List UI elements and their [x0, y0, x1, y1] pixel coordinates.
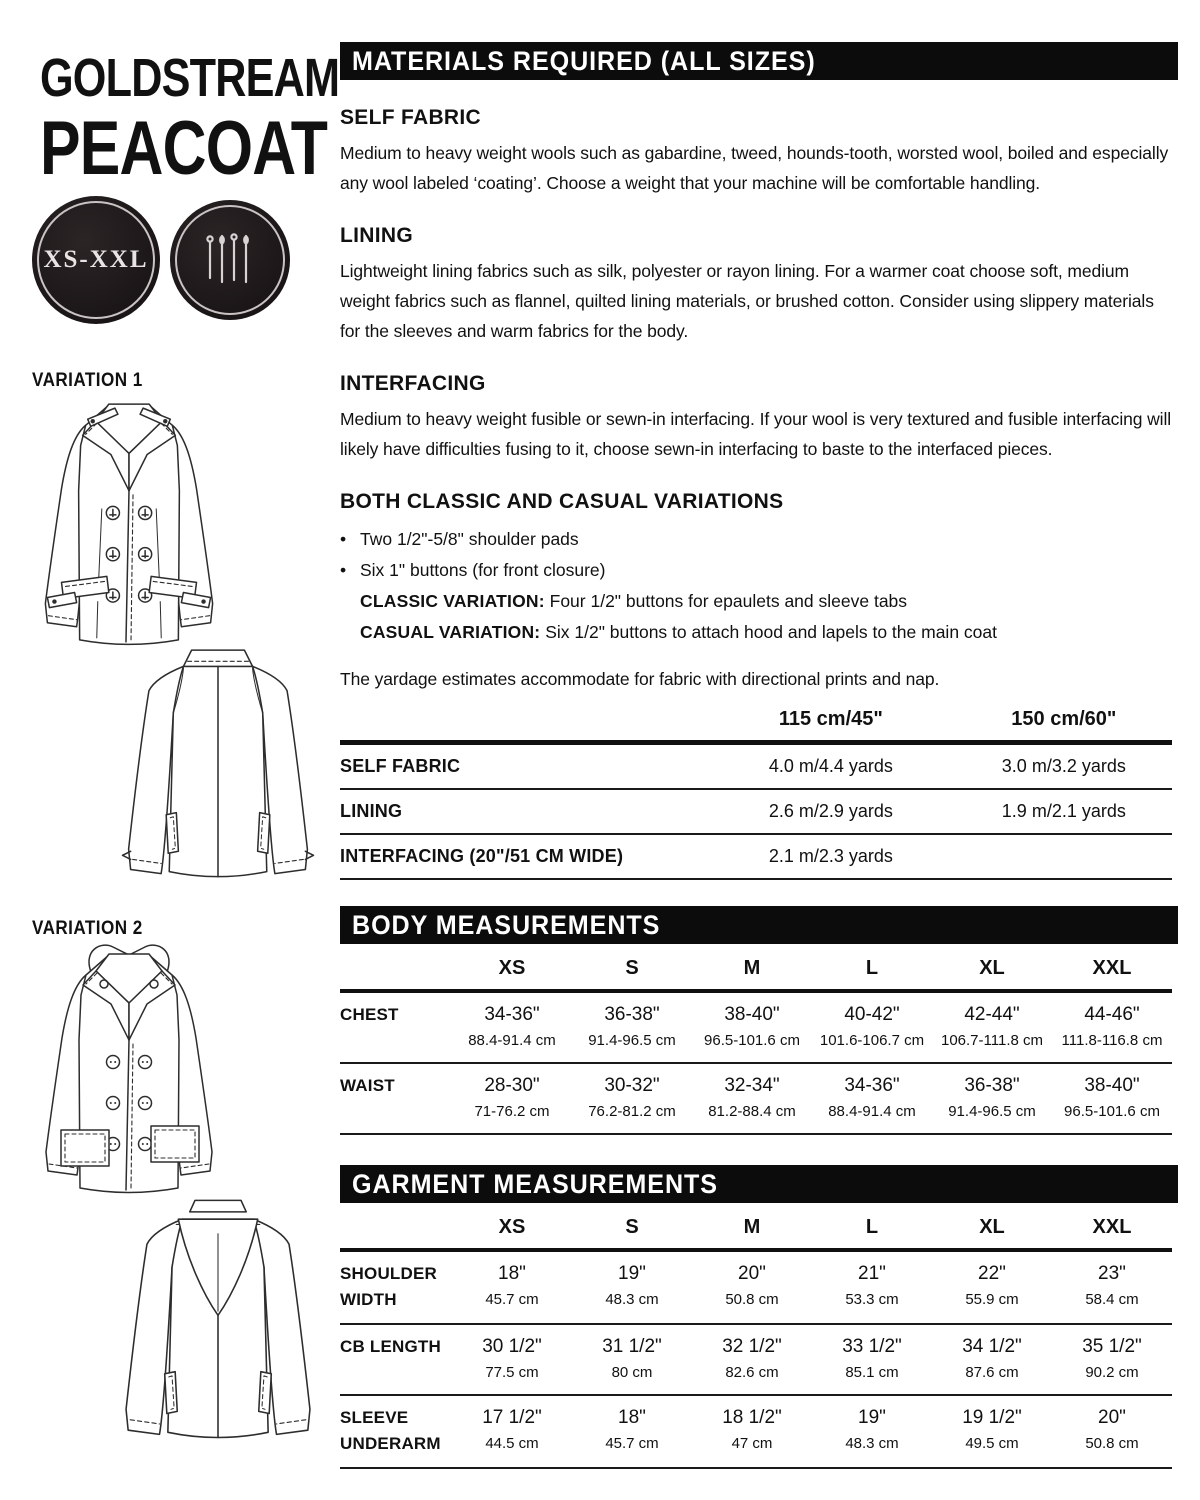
inch-value: 38-40" [1084, 1075, 1140, 1096]
inch-value: 18" [498, 1263, 526, 1284]
row-value: 4.0 m/4.4 yards [768, 756, 893, 776]
cm-value: 50.8 cm [725, 1291, 779, 1308]
inch-value: 20" [1098, 1407, 1126, 1428]
row-value: 1.9 m/2.1 yards [1001, 801, 1126, 821]
measure-cell [692, 1261, 812, 1313]
inch-value: 34 1/2" [962, 1336, 1022, 1357]
measure-cell [812, 1261, 932, 1313]
row-label: WAIST [340, 1076, 395, 1095]
list-item-text: Two 1/2"-5/8" shoulder pads [360, 529, 579, 549]
variation1-label: VARIATION 1 [32, 370, 143, 391]
inch-value: 30 1/2" [482, 1336, 542, 1357]
cm-value: 53.3 cm [845, 1291, 899, 1308]
cm-value: 50.8 cm [1085, 1435, 1139, 1452]
measure-cell [1052, 1073, 1172, 1123]
size-col: XXL [1092, 957, 1132, 979]
size-header-row [340, 1203, 1172, 1252]
table-row [340, 745, 1172, 790]
inch-value: 22" [978, 1263, 1006, 1284]
inch-value: 35 1/2" [1082, 1336, 1142, 1357]
inch-value: 19 1/2" [962, 1407, 1022, 1428]
inch-value: 30-32" [604, 1075, 660, 1096]
variation2-label: VARIATION 2 [32, 918, 143, 939]
content-column [340, 0, 1178, 1469]
body-measurements-table [340, 944, 1172, 1135]
page-title-line2: PEACOAT [40, 106, 328, 192]
cm-value: 45.7 cm [605, 1435, 659, 1452]
interfacing-heading: INTERFACING [340, 372, 486, 395]
measure-cell [1052, 1261, 1172, 1313]
cm-value: 71-76.2 cm [474, 1103, 550, 1120]
inch-value: 44-46" [1084, 1004, 1140, 1025]
measure-cell [692, 1334, 812, 1384]
cm-value: 106.7-111.8 cm [940, 1032, 1043, 1049]
size-col: L [865, 957, 879, 979]
measure-cell [692, 1405, 812, 1457]
cm-value: 96.5-101.6 cm [1064, 1103, 1160, 1120]
yardage-col-115cm: 115 cm/45" [778, 708, 883, 730]
size-col-spacer [340, 1216, 452, 1239]
cm-value: 76.2-81.2 cm [588, 1103, 676, 1120]
size-range-badge [32, 196, 160, 324]
variation1-front-illustration [28, 390, 230, 660]
cm-value: 91.4-96.5 cm [948, 1103, 1036, 1120]
casual-variation-label: CASUAL VARIATION: [360, 622, 541, 642]
cm-value: 48.3 cm [845, 1435, 899, 1452]
row-label [340, 1334, 452, 1384]
cm-value: 88.4-91.4 cm [468, 1032, 556, 1049]
cm-value: 58.4 cm [1085, 1291, 1139, 1308]
body-measurements-title: BODY MEASUREMENTS [352, 909, 661, 940]
inch-value: 34-36" [844, 1075, 900, 1096]
size-col: XS [498, 957, 526, 979]
cm-value: 48.3 cm [605, 1291, 659, 1308]
row-label: CHEST [340, 1005, 399, 1024]
inch-value: 33 1/2" [842, 1336, 902, 1357]
garment-measurements-header-bar [340, 1165, 1178, 1203]
measure-cell [692, 1073, 812, 1123]
variation2-back-illustration [100, 1192, 336, 1472]
list-item [340, 524, 1178, 555]
cm-value: 101.6-106.7 cm [819, 1032, 925, 1049]
cm-value: 81.2-88.4 cm [708, 1103, 796, 1120]
materials-required-title: MATERIALS REQUIRED (ALL SIZES) [352, 45, 816, 76]
list-item-text: Six 1" buttons (for front closure) [360, 560, 606, 580]
inch-value: 32-34" [724, 1075, 780, 1096]
self-fabric-heading: SELF FABRIC [340, 106, 481, 129]
cm-value: 90.2 cm [1085, 1364, 1139, 1381]
interfacing-text: Medium to heavy weight fusible or sewn-in interfacing. If your wool is very textured and fusible interfacing will likely have difficulties fusing to it, choose sewn-in interfacing to baste to the interfaced pieces. [340, 409, 1172, 459]
measure-cell [812, 1002, 932, 1052]
table-row [340, 790, 1172, 835]
variation2-front-illustration [28, 938, 230, 1210]
inch-value: 17 1/2" [482, 1407, 542, 1428]
row-label: INTERFACING (20"/51 CM WIDE) [340, 846, 624, 866]
cm-value: 87.6 cm [965, 1364, 1019, 1381]
size-col: S [625, 957, 639, 979]
measure-cell [572, 1073, 692, 1123]
row-label: SELF FABRIC [340, 756, 461, 776]
row-label [340, 1261, 452, 1313]
row-label-line2: WIDTH [340, 1290, 397, 1309]
notions-list [340, 524, 1178, 648]
bullet-icon: • [340, 529, 347, 549]
cm-value: 49.5 cm [965, 1435, 1019, 1452]
measure-cell [452, 1261, 572, 1313]
inch-value: 42-44" [964, 1004, 1020, 1025]
cm-value: 77.5 cm [485, 1364, 539, 1381]
inch-value: 28-30" [484, 1075, 540, 1096]
casual-variation-note [340, 617, 1178, 648]
measure-cell [452, 1073, 572, 1123]
size-col-spacer [340, 957, 452, 980]
inch-value: 19" [858, 1407, 886, 1428]
inch-value: 21" [858, 1263, 886, 1284]
measure-cell [692, 1002, 812, 1052]
measure-cell [812, 1405, 932, 1457]
measure-cell [572, 1405, 692, 1457]
measure-cell [812, 1073, 932, 1123]
table-row [340, 835, 1172, 880]
row-value: 2.6 m/2.9 yards [768, 801, 893, 821]
measure-cell [572, 1334, 692, 1384]
size-header-row [340, 944, 1172, 993]
row-label-line1: SHOULDER [340, 1264, 437, 1283]
inch-value: 19" [618, 1263, 646, 1284]
lining-text: Lightweight lining fabrics such as silk, polyester or rayon lining. For a warmer coat choose soft, medium weight fabrics such as flannel, quilted lining materials, or brushed cotton. Consider using slippery materials for the sleeves and warm fabrics for the body. [340, 261, 1154, 341]
yardage-table-header [340, 708, 1172, 745]
yardage-table [340, 708, 1172, 880]
table-row-sleeve-underarm [340, 1396, 1172, 1469]
inch-value: 18 1/2" [722, 1407, 782, 1428]
cm-value: 82.6 cm [725, 1364, 779, 1381]
inch-value: 18" [618, 1407, 646, 1428]
size-col: S [625, 1216, 639, 1238]
size-col: L [865, 1216, 879, 1238]
cm-value: 85.1 cm [845, 1364, 899, 1381]
inch-value: 36-38" [964, 1075, 1020, 1096]
row-value: 2.1 m/2.3 yards [768, 846, 893, 866]
measure-cell [932, 1334, 1052, 1384]
page-title-line1: GOLDSTREAM [40, 48, 340, 109]
inch-value: 31 1/2" [602, 1336, 662, 1357]
cm-value: 111.8-116.8 cm [1061, 1032, 1163, 1049]
measure-cell [932, 1261, 1052, 1313]
classic-variation-note [340, 586, 1178, 617]
cm-value: 45.7 cm [485, 1291, 539, 1308]
classic-variation-text: Four 1/2" buttons for epaulets and sleeve tabs [544, 591, 908, 611]
measure-cell [572, 1002, 692, 1052]
cm-value: 47 cm [731, 1435, 773, 1452]
garment-measurements-table [340, 1203, 1172, 1469]
inch-value: 38-40" [724, 1004, 780, 1025]
measure-cell [1052, 1002, 1172, 1052]
variation1-back-illustration [102, 642, 334, 898]
body-measurements-header-bar [340, 906, 1178, 944]
size-range-label: XS-XXL [43, 246, 149, 273]
bullet-icon: • [340, 560, 347, 580]
measure-cell [932, 1073, 1052, 1123]
measure-cell [812, 1334, 932, 1384]
yardage-col-150cm: 150 cm/60" [1011, 708, 1117, 730]
cm-value: 88.4-91.4 cm [828, 1103, 916, 1120]
table-row-cb-length [340, 1325, 1172, 1396]
cm-value: 91.4-96.5 cm [588, 1032, 676, 1049]
inch-value: 34-36" [484, 1004, 540, 1025]
size-col: XL [979, 957, 1005, 979]
row-label-line1: CB LENGTH [340, 1337, 441, 1356]
list-item [340, 555, 1178, 586]
measure-cell [1052, 1334, 1172, 1384]
casual-variation-text: Six 1/2" buttons to attach hood and lapels to the main coat [540, 622, 997, 642]
garment-measurements-title: GARMENT MEASUREMENTS [352, 1168, 718, 1199]
inch-value: 23" [1098, 1263, 1126, 1284]
lining-heading: LINING [340, 224, 413, 247]
self-fabric-text: Medium to heavy weight wools such as gabardine, tweed, hounds-tooth, worsted wool, boiled and especially any wool labeled ‘coating’. Choose a weight that your machine will be comfortable handling. [340, 143, 1169, 193]
inch-value: 32 1/2" [722, 1336, 782, 1357]
badges [32, 196, 290, 324]
cm-value: 44.5 cm [485, 1435, 539, 1452]
row-label: LINING [340, 801, 403, 821]
size-col: XXL [1092, 1216, 1132, 1238]
row-label-line2: UNDERARM [340, 1434, 441, 1453]
cm-value: 80 cm [611, 1364, 653, 1381]
yardage-note: The yardage estimates accommodate for fabric with directional prints and nap. [340, 669, 940, 689]
table-row-shoulder-width [340, 1252, 1172, 1325]
measure-cell [932, 1002, 1052, 1052]
measure-cell [452, 1002, 572, 1052]
materials-required-header-bar [340, 42, 1178, 80]
size-col: M [743, 957, 761, 979]
needles-icon [198, 228, 262, 292]
measure-cell [452, 1405, 572, 1457]
measure-cell [572, 1261, 692, 1313]
inch-value: 36-38" [604, 1004, 660, 1025]
size-col: XL [979, 1216, 1005, 1238]
variations-heading: BOTH CLASSIC AND CASUAL VARIATIONS [340, 490, 784, 513]
measure-cell [932, 1405, 1052, 1457]
cm-value: 55.9 cm [965, 1291, 1019, 1308]
inch-value: 40-42" [844, 1004, 900, 1025]
classic-variation-label: CLASSIC VARIATION: [360, 591, 545, 611]
row-label-line1: SLEEVE [340, 1408, 409, 1427]
row-value: 3.0 m/3.2 yards [1001, 756, 1126, 776]
size-col: XS [498, 1216, 526, 1238]
table-row-chest [340, 993, 1172, 1064]
measure-cell [1052, 1405, 1172, 1457]
measure-cell [452, 1334, 572, 1384]
table-row-waist [340, 1064, 1172, 1135]
cm-value: 96.5-101.6 cm [704, 1032, 800, 1049]
size-col: M [743, 1216, 761, 1238]
inch-value: 20" [738, 1263, 766, 1284]
row-label [340, 1405, 452, 1457]
needles-badge [170, 200, 290, 320]
